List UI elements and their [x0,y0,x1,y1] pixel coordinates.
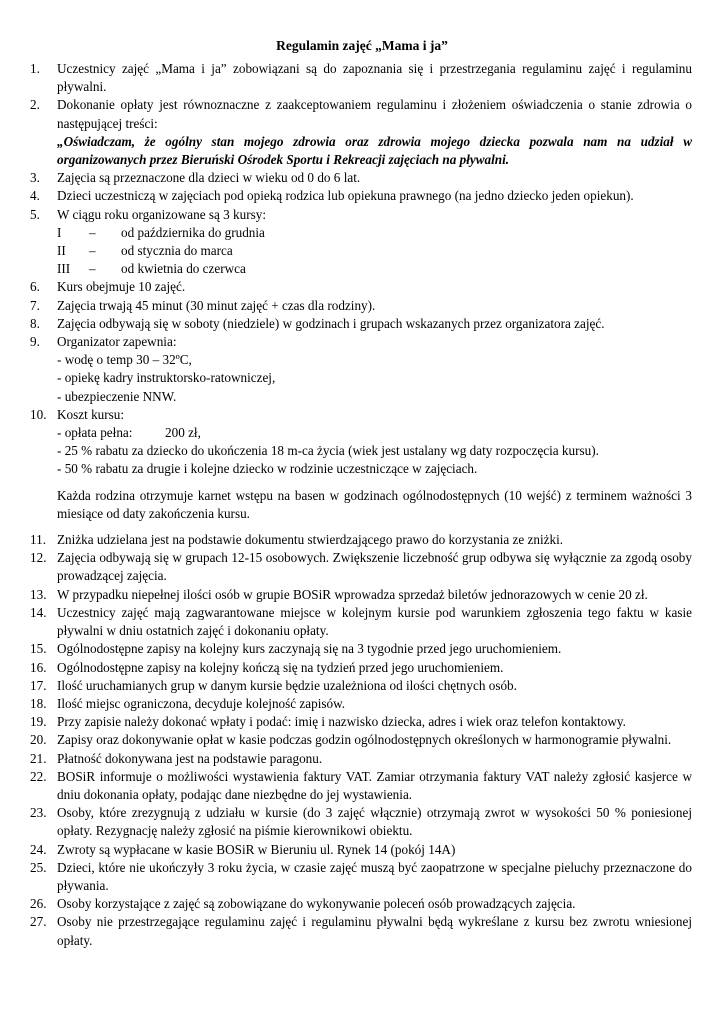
sub-item: - wodę o temp 30 – 32ºC, [57,352,192,368]
fee-label: - opłata pełna: [57,425,133,441]
list-item [30,96,692,169]
item-number: 5. [30,206,40,222]
list-item [30,713,692,731]
list-item [30,913,692,949]
course-roman: III [57,261,71,277]
item-text: Przy zapisie należy dokonać wpłaty i podać: imię i nazwisko dziecka, adres i wiek oraz telefon kontaktowy. [57,714,626,730]
item-text: Płatność dokonywana jest na podstawie paragonu. [57,750,323,766]
item-number: 16. [30,659,47,675]
item-number: 10. [30,406,47,422]
item-number: 18. [30,695,47,711]
course-row [57,260,692,278]
item-text: Zajęcia odbywają się w grupach 12-15 osobowych. Zwiększenie liczebność grup odbywa się wyłącznie za zgodą osoby prowadzącej zajęcia. [57,550,692,584]
item-number: 7. [30,297,40,313]
course-row [57,242,692,260]
item-text: Ogólnodostępne zapisy na kolejny kurs zaczynają się na 3 tygodnie przed jego uruchomieniem. [57,641,562,657]
item-number: 1. [30,61,40,76]
sub-item: - 25 % rabatu za dziecko do ukończenia 18 m-ca życia (wiek jest ustalany wg daty rozpoczęcia kursu). [57,443,599,459]
item-text: Uczestnicy zajęć „Mama i ja” zobowiązani są do zapoznania się i przestrzegania regulaminu zajęć i regulaminu pływalni. [57,61,692,95]
item-number: 13. [30,586,47,602]
item-text: Koszt kursu: [57,406,125,422]
item-number: 14. [30,604,47,620]
item-number: 2. [30,97,40,113]
list-item [30,640,692,658]
list-item [30,841,692,859]
health-declaration-quote: „Oświadczam, że ogólny stan mojego zdrowia oraz zdrowia mojego dziecka pozwala nam na udział w organizowanych przez Bieruński Ośrodek Sportu i Rekreacji zajęciach na pływalni. [57,133,692,168]
item-text: Zajęcia są przeznaczone dla dzieci w wieku od 0 do 6 lat. [57,170,361,186]
course-period: od października do grudnia [121,224,265,240]
list-item [30,315,692,333]
item-number: 27. [30,914,47,930]
fee-row [57,424,692,442]
item-number: 20. [30,732,47,748]
item-text: Dokonanie opłaty jest równoznaczne z zaakceptowaniem regulaminu i złożeniem oświadczenia o stanie zdrowia o następującej treści: [57,97,692,131]
item-number: 17. [30,677,47,693]
course-roman: II [57,243,66,259]
item-text: Dzieci, które nie ukończyły 3 roku życia, w czasie zajęć muszą być zaopatrzone w specjalne pieluchy przeznaczone do pływania. [57,859,692,893]
item-number: 11. [30,532,46,548]
course-period: od kwietnia do czerwca [121,261,246,277]
item-text: BOSiR informuje o możliwości wystawienia faktury VAT. Zamiar otrzymania faktury VAT należy zgłosić kasjerce w dniu dokonania opłaty, podając dane niezbędne do jej wystawienia. [57,768,692,802]
list-item [30,278,692,296]
item-number: 6. [30,279,40,295]
item-number: 25. [30,859,47,875]
list-item [30,859,692,895]
list-item [30,659,692,677]
list-item [30,895,692,913]
item-text: Dzieci uczestniczą w zajęciach pod opieką rodzica lub opiekuna prawnego (na jedno dziecko jeden opiekun). [57,188,634,204]
list-item [30,297,692,315]
rules-list [30,60,692,950]
item-number: 8. [30,315,40,331]
list-item [30,750,692,768]
item-number: 22. [30,768,47,784]
item-text: Zapisy oraz dokonywanie opłat w kasie podczas godzin ogólnodostępnych określonych w harmonogramie pływalni. [57,732,672,748]
item-text: Uczestnicy zajęć mają zagwarantowane miejsce w kolejnym kursie pod warunkiem zgłoszenia tego faktu w kasie pływalni w dniu ostatnich zajęć i dokonaniu opłaty. [57,604,692,639]
item-number: 12. [30,550,47,566]
item-text: W przypadku niepełnej ilości osób w grupie BOSiR wprowadza sprzedaż biletów jednorazowych w cenie 20 zł. [57,586,648,602]
item-number: 3. [30,170,40,186]
list-item [30,586,692,604]
item-number: 24. [30,841,47,857]
course-dash: – [89,224,96,240]
item-text: Ogólnodostępne zapisy na kolejny kończą się na tydzień przed jego uruchomieniem. [57,659,504,675]
list-item [30,549,692,585]
item-text: Zwroty są wypłacane w kasie BOSiR w Bieruniu ul. Rynek 14 (pokój 14A) [57,841,456,857]
item-number: 26. [30,896,47,912]
item-text: Organizator zapewnia: [57,334,177,350]
item-number: 21. [30,750,47,766]
item-text: Zajęcia odbywają się w soboty (niedziele) w godzinach i grupach wskazanych przez organizatora zajęć. [57,315,605,331]
list-item [30,695,692,713]
list-item [30,333,692,406]
item-text: Osoby, które zrezygnują z udziału w kursie (do 3 zajęć włącznie) otrzymają zwrot w wysokości 50 % poniesionej opłaty. Rezygnację należy zgłosić na piśmie kierownikowi obiektu. [57,805,692,839]
list-item [30,187,692,205]
list-item [30,531,692,549]
item-text: Osoby korzystające z zajęć są zobowiązane do wykonywanie poleceń osób prowadzących zajęcia. [57,896,576,912]
course-roman: I [57,224,62,240]
item-number: 23. [30,805,47,821]
sub-item: - ubezpieczenie NNW. [57,388,177,404]
item-number: 9. [30,334,40,350]
fee-value: 200 zł, [165,425,201,441]
item-text: Zniżka udzielana jest na podstawie dokumentu stwierdzającego prawo do korzystania ze zniżki. [57,532,564,548]
list-item [30,206,692,279]
course-dash: – [89,261,96,277]
item-text: Ilość miejsc ograniczona, decyduje kolejność zapisów. [57,695,346,711]
sub-item: - opiekę kadry instruktorsko-ratowniczej, [57,370,276,386]
course-dash: – [89,243,96,259]
item-number: 19. [30,714,47,730]
list-item [30,406,692,523]
list-item [30,677,692,695]
item-text: Zajęcia trwają 45 minut (30 minut zajęć + czas dla rodziny). [57,297,376,313]
list-item [30,804,692,840]
item-text: W ciągu roku organizowane są 3 kursy: [57,206,266,222]
list-item [30,731,692,749]
list-item [30,768,692,804]
item-text: Ilość uruchamianych grup w danym kursie będzie uzależniona od ilości chętnych osób. [57,677,517,693]
course-row [57,224,692,242]
item-text: Kurs obejmuje 10 zajęć. [57,279,186,295]
sub-item: - 50 % rabatu za drugie i kolejne dziecko w rodzinie uczestniczące w zajęciach. [57,461,478,477]
item-number: 15. [30,641,47,657]
list-item [30,604,692,640]
item-text: Osoby nie przestrzegające regulaminu zajęć i regulaminu pływalni będą wykreślane z kursu bez zwrotu wniesionej opłaty. [57,914,692,948]
list-item [30,169,692,187]
list-item [30,60,692,96]
course-period: od stycznia do marca [121,243,233,259]
pass-note: Każda rodzina otrzymuje karnet wstępu na basen w godzinach ogólnodostępnych (10 wejść) z terminem ważności 3 miesiące od daty zakończenia kursu. [57,487,692,521]
document-title: Regulamin zajęć „Mama i ja” [276,38,448,53]
item-number: 4. [30,188,40,204]
